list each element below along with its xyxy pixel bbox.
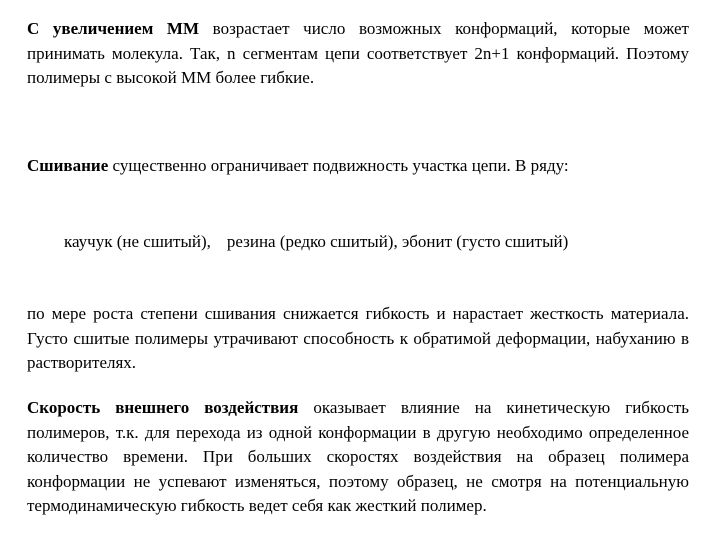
paragraph-crosslinking-effect	[27, 302, 689, 376]
paragraph-impact-speed-text: оказывает влияние на кинетическую гибкость полимеров, т.к. для перехода из одной конформации в другую необходимо определенное количество времени. При больших скоростях воздействия на образец полимера конформации не успевают изменяться, поэтому образец, не смотря на потенциальную термодинамическую гибкость ведет себя как жесткий полимер.	[27, 398, 690, 515]
series-item-rubber: каучук (не сшитый),	[64, 232, 211, 251]
crosslinking-series	[64, 230, 704, 255]
term-impact-speed: Скорость внешнего воздействия	[27, 398, 299, 417]
paragraph-impact-speed	[27, 396, 689, 519]
paragraph-mm-text: возрастает число возможных конформаций, которые может принимать молекула. Так, n сегментам цепи соответствует 2n+1 конформаций. Поэтому полимеры с высокой ММ более гибкие.	[27, 19, 689, 87]
paragraph-crosslinking-text: существенно ограничивает подвижность участка цепи. В ряду:	[108, 156, 569, 175]
paragraph-crosslinking-effect-text: по мере роста степени сшивания снижается гибкость и нарастает жесткость материала. Густо сшитые полимеры утрачивают способность к обратимой деформации, набуханию в растворителях.	[27, 304, 689, 372]
term-crosslinking: Сшивание	[27, 156, 109, 175]
series-item-resin-ebonite: резина (редко сшитый), эбонит (густо сшитый)	[226, 232, 569, 251]
paragraph-crosslinking	[27, 154, 689, 179]
paragraph-mm	[27, 17, 689, 91]
term-increasing-mm: С увеличением ММ	[27, 19, 200, 38]
